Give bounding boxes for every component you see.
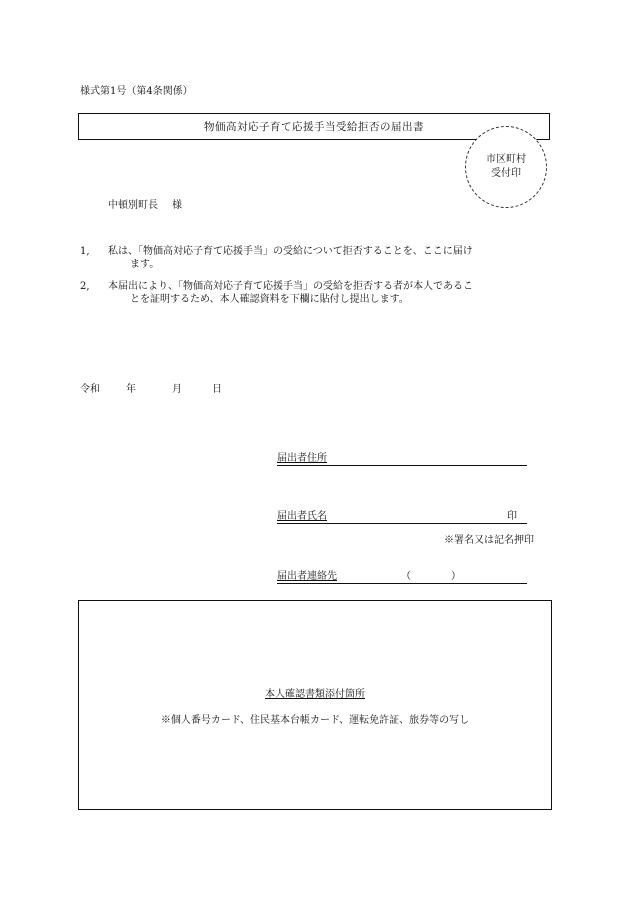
contact-field[interactable]	[277, 569, 527, 584]
name-field[interactable]	[277, 509, 527, 524]
paren-open: （	[401, 571, 411, 582]
item-text: 本届出により、「物価高対応子育て応援手当」の受給を拒否する者が本人であるこ	[108, 281, 473, 292]
signature-note: ※署名又は記名押印	[444, 535, 534, 546]
document-title: 物価高対応子育て応援手当受給拒否の届出書	[204, 121, 424, 133]
item-number: 2,	[80, 281, 90, 292]
seal-mark: 印	[507, 511, 517, 522]
recipient	[108, 196, 182, 211]
id-box-note: ※個人番号カード、住民基本台帳カード、運転免許証、旅券等の写し	[160, 715, 470, 726]
date-year: 年	[126, 384, 136, 395]
item-number: 1,	[80, 246, 90, 257]
paren-close: ）	[451, 571, 461, 582]
statement-item-1	[80, 245, 473, 271]
id-box-title	[79, 685, 551, 700]
recipient-honorific: 様	[172, 200, 182, 211]
address-label: 届出者住所	[277, 453, 327, 464]
item-text: 私は、「物価高対応子育て応援手当」の受給について拒否することを、ここに届け	[108, 246, 473, 257]
item-text-continued: とを証明するため、本人確認資料を下欄に貼付し提出します。	[130, 294, 409, 305]
stamp-label-line2: 受付印	[491, 168, 521, 179]
date-row	[80, 380, 222, 395]
id-document-attachment-area[interactable]	[78, 600, 552, 810]
reception-stamp-area	[465, 126, 547, 208]
stamp-label-line1: 市区町村	[486, 154, 526, 165]
name-label: 届出者氏名	[277, 511, 327, 522]
date-month: 月	[172, 384, 182, 395]
form-number: 様式第1号（第4条関係）	[80, 86, 193, 97]
date-era: 令和	[80, 384, 100, 395]
statement-item-2	[80, 280, 473, 306]
id-box-title-text: 本人確認書類添付箇所	[265, 689, 365, 700]
item-text-continued: ます。	[130, 259, 160, 270]
address-field[interactable]	[277, 451, 527, 466]
contact-label: 届出者連絡先	[277, 571, 337, 582]
date-day: 日	[212, 384, 222, 395]
recipient-name: 中頓別町長	[108, 200, 158, 211]
